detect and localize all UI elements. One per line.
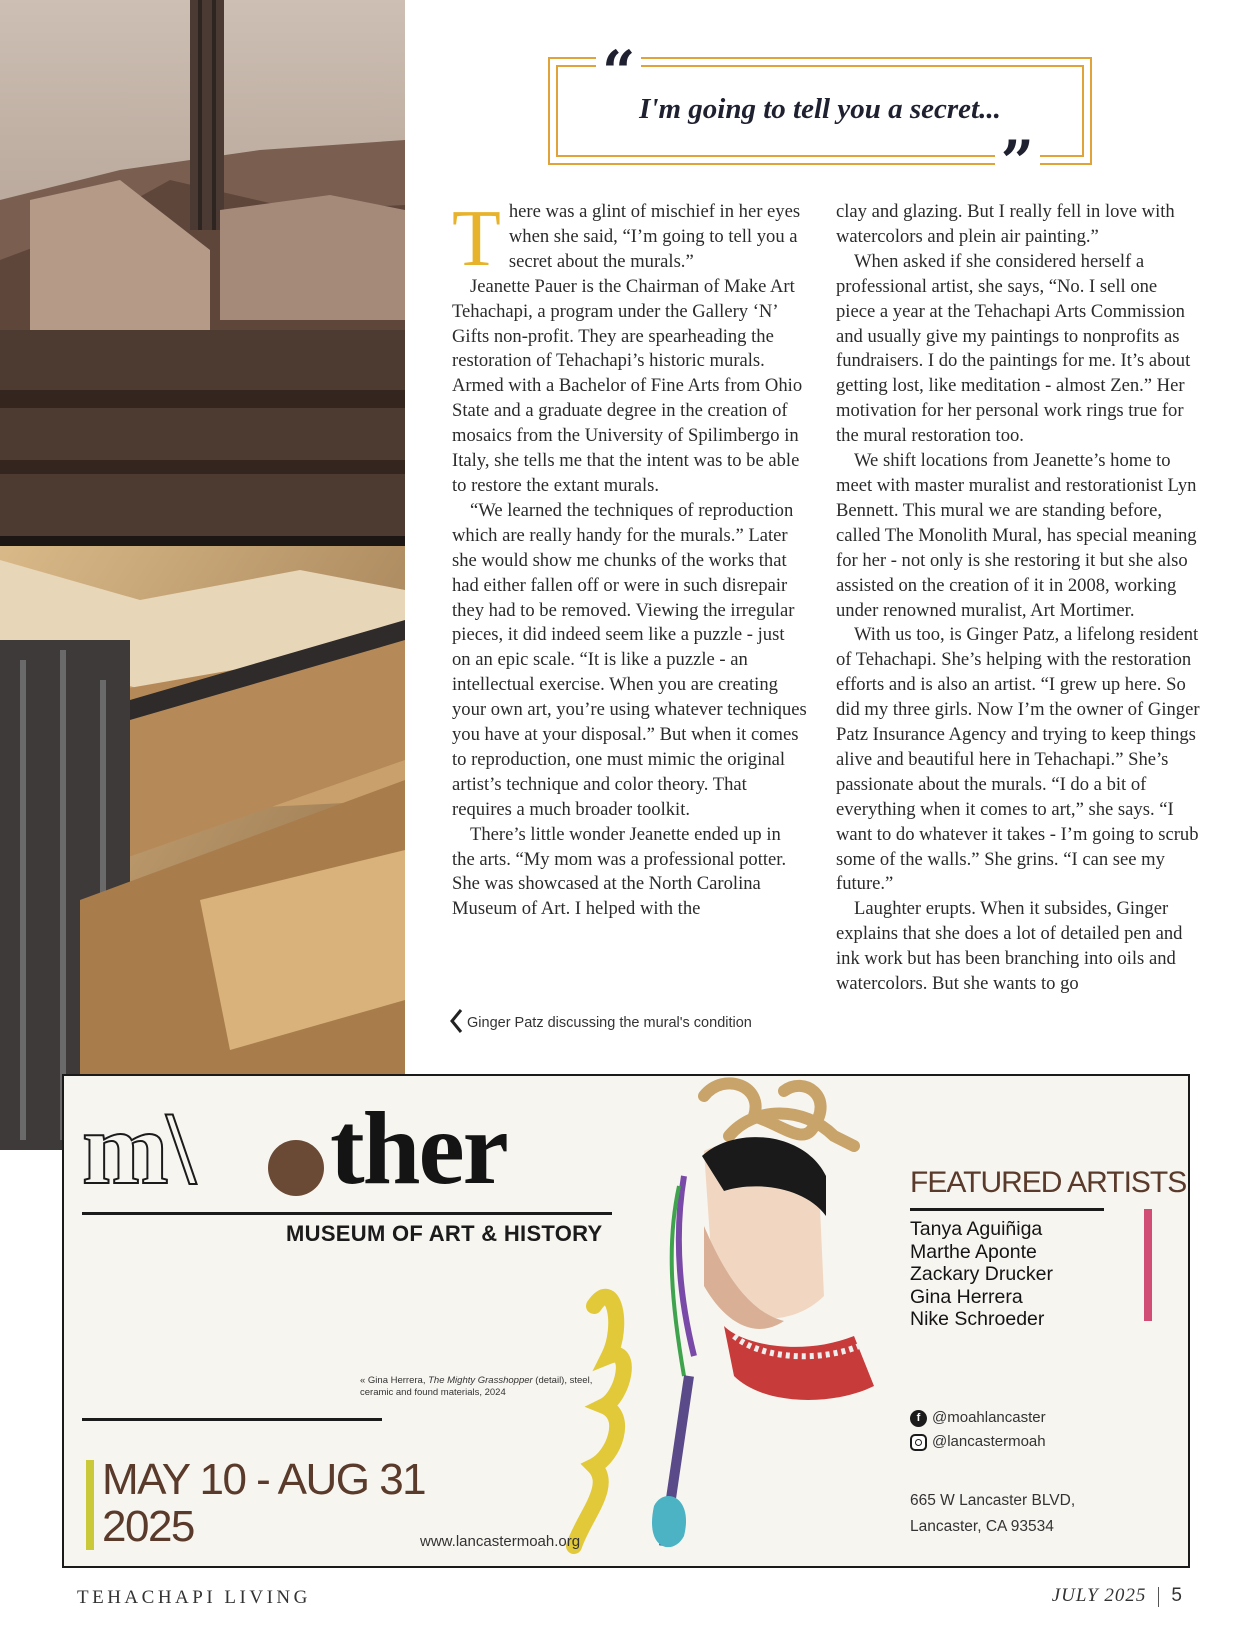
date-accent-bar — [86, 1460, 94, 1550]
article-paragraph: “We learned the techniques of reproduction which are really handy for the murals.” Later she would show me chunks of the works that had either fallen off or were in such disrepair they had to be removed. Viewing the irregular pieces, it did indeed seem like a puzzle - just on an epic scale. “It is like a puzzle - an intellectual exercise. When you are creating your own art, you’re using whatever techniques you have at your disposal.” But when it comes to reproduction, one must mimic the original artist’s technique and color theory. That requires a much broader toolkit. — [452, 499, 807, 820]
sculpture-image — [554, 1076, 884, 1566]
instagram-handle: @lancastermoah — [932, 1433, 1046, 1450]
instagram-link[interactable] — [910, 1430, 1046, 1454]
credit-title: The Mighty Grasshopper — [428, 1375, 533, 1386]
paragraph-text: here was a glint of mischief in her eyes when she said, “I’m going to tell you a secret about the murals.” — [508, 201, 801, 272]
article-paragraph — [452, 195, 807, 283]
article-paragraph: There’s little wonder Jeanette ended up in the arts. “My mom was a professional potter. She was showcased at the North Carolina Museum of Art. I helped with the — [452, 823, 787, 920]
dates-line: MAY 10 - AUG 31 — [102, 1455, 426, 1504]
instagram-icon — [910, 1434, 927, 1451]
artist-name: Marthe Aponte — [910, 1240, 1037, 1263]
drop-cap: T — [452, 195, 501, 283]
photo-caption-text: Ginger Patz discussing the mural's condition — [467, 1014, 752, 1031]
artist-name: Nike Schroeder — [910, 1308, 1045, 1330]
page-footer — [1052, 1585, 1182, 1607]
museum-address — [910, 1488, 1075, 1540]
featured-artists-heading: FEATURED ARTISTS — [910, 1166, 1187, 1199]
museum-name: MUSEUM OF ART & HISTORY — [286, 1221, 603, 1246]
footer-divider — [1158, 1587, 1159, 1607]
facebook-link[interactable] — [910, 1406, 1046, 1430]
facebook-handle: @moahlancaster — [932, 1409, 1046, 1426]
mural-photo — [0, 0, 405, 1150]
chevron-left-icon — [449, 1008, 463, 1038]
article-paragraph: clay and glazing. But I really fell in love with watercolors and plein air painting.” — [836, 201, 1175, 247]
logo-outline-text: m\ — [82, 1091, 194, 1206]
publication-name: TEHACHAPI LIVING — [77, 1587, 311, 1608]
article-column-right — [836, 200, 1201, 997]
artist-list — [910, 1218, 1053, 1331]
article-paragraph: Jeanette Pauer is the Chairman of Make Art Tehachapi, a program under the Gallery ‘N’ Gifts non-profit. They are spearheading the restoration of Tehachapi’s historic murals. Armed with a Bachelor of Fine Arts from Ohio State and a graduate degree in the creation of mosaics from the University of Spilimbergo in Italy, she tells me that the intent was to be able to restore the extant murals. — [452, 275, 803, 496]
divider — [910, 1208, 1104, 1211]
social-links — [910, 1406, 1046, 1454]
address-line: Lancaster, CA 93534 — [910, 1518, 1054, 1535]
close-quote-mark: ” — [995, 133, 1040, 191]
open-quote-mark: “ — [596, 43, 641, 101]
article-paragraph: When asked if she considered herself a professional artist, she says, “No. I sell one piece a year at the Tehachapi Arts Commission and usually give my paintings to nonprofits as fundraisers. I do the paintings for me. It’s about getting lost, like meditation - almost Zen.” Her motivation for her personal work rings true for the mural restoration too. — [836, 250, 1191, 447]
divider — [82, 1418, 382, 1421]
pink-accent-bar — [1144, 1209, 1152, 1321]
pull-quote-text: I'm going to tell you a secret... — [639, 93, 1001, 125]
page-number: 5 — [1171, 1585, 1182, 1606]
exhibition-dates — [102, 1456, 425, 1550]
logo-circle — [268, 1140, 324, 1196]
dates-year: 2025 — [102, 1502, 194, 1551]
address-line: 665 W Lancaster BLVD, — [910, 1492, 1076, 1509]
article-paragraph: We shift locations from Jeanette’s home to meet with master muralist and restorationist Lyn Bennett. This mural we are standing before, called The Monolith Mural, has special meaning for her - not only is she restoring it but she also assisted on the creation of it in 2008, working under renowned muralist, Art Mortimer. — [836, 450, 1197, 621]
artist-name: Tanya Aguiñiga — [910, 1218, 1043, 1240]
facebook-icon: f — [910, 1410, 927, 1427]
museum-advertisement — [62, 1074, 1190, 1568]
artist-name: Gina Herrera — [910, 1285, 1023, 1308]
pull-quote — [548, 38, 1092, 196]
article-paragraph: With us too, is Ginger Patz, a lifelong resident of Tehachapi. She’s helping with the restoration efforts and is also an artist. “I grew up here. So did my three girls. Now I’m the owner of Ginger Patz Insurance Agency and trying to keep things alive and beautiful here in Tehachapi.” She’s passionate about the murals. “I do a bit of everything when it comes to art,” she says. “I want to do whatever it takes - I’m going to scrub some of the walls.” She grins. “I can see my future.” — [836, 624, 1200, 895]
divider — [82, 1212, 612, 1215]
website-link[interactable]: www.lancastermoah.org — [420, 1533, 581, 1550]
article-column-left — [452, 195, 807, 922]
artist-name: Zackary Drucker — [910, 1263, 1054, 1285]
photo-caption — [449, 1008, 752, 1038]
image-credit — [360, 1375, 610, 1399]
issue-date: JULY 2025 — [1051, 1585, 1147, 1606]
article-paragraph: Laughter erupts. When it subsides, Ginger explains that she does a lot of detailed pen and ink work but has been branching into oils and watercolors. But she wants to go — [836, 898, 1183, 995]
credit-suffix: (detail), steel, ceramic and found materials, 2024 — [360, 1375, 593, 1398]
credit-prefix: « Gina Herrera, — [360, 1375, 429, 1386]
logo-solid-text: ther — [330, 1091, 507, 1206]
